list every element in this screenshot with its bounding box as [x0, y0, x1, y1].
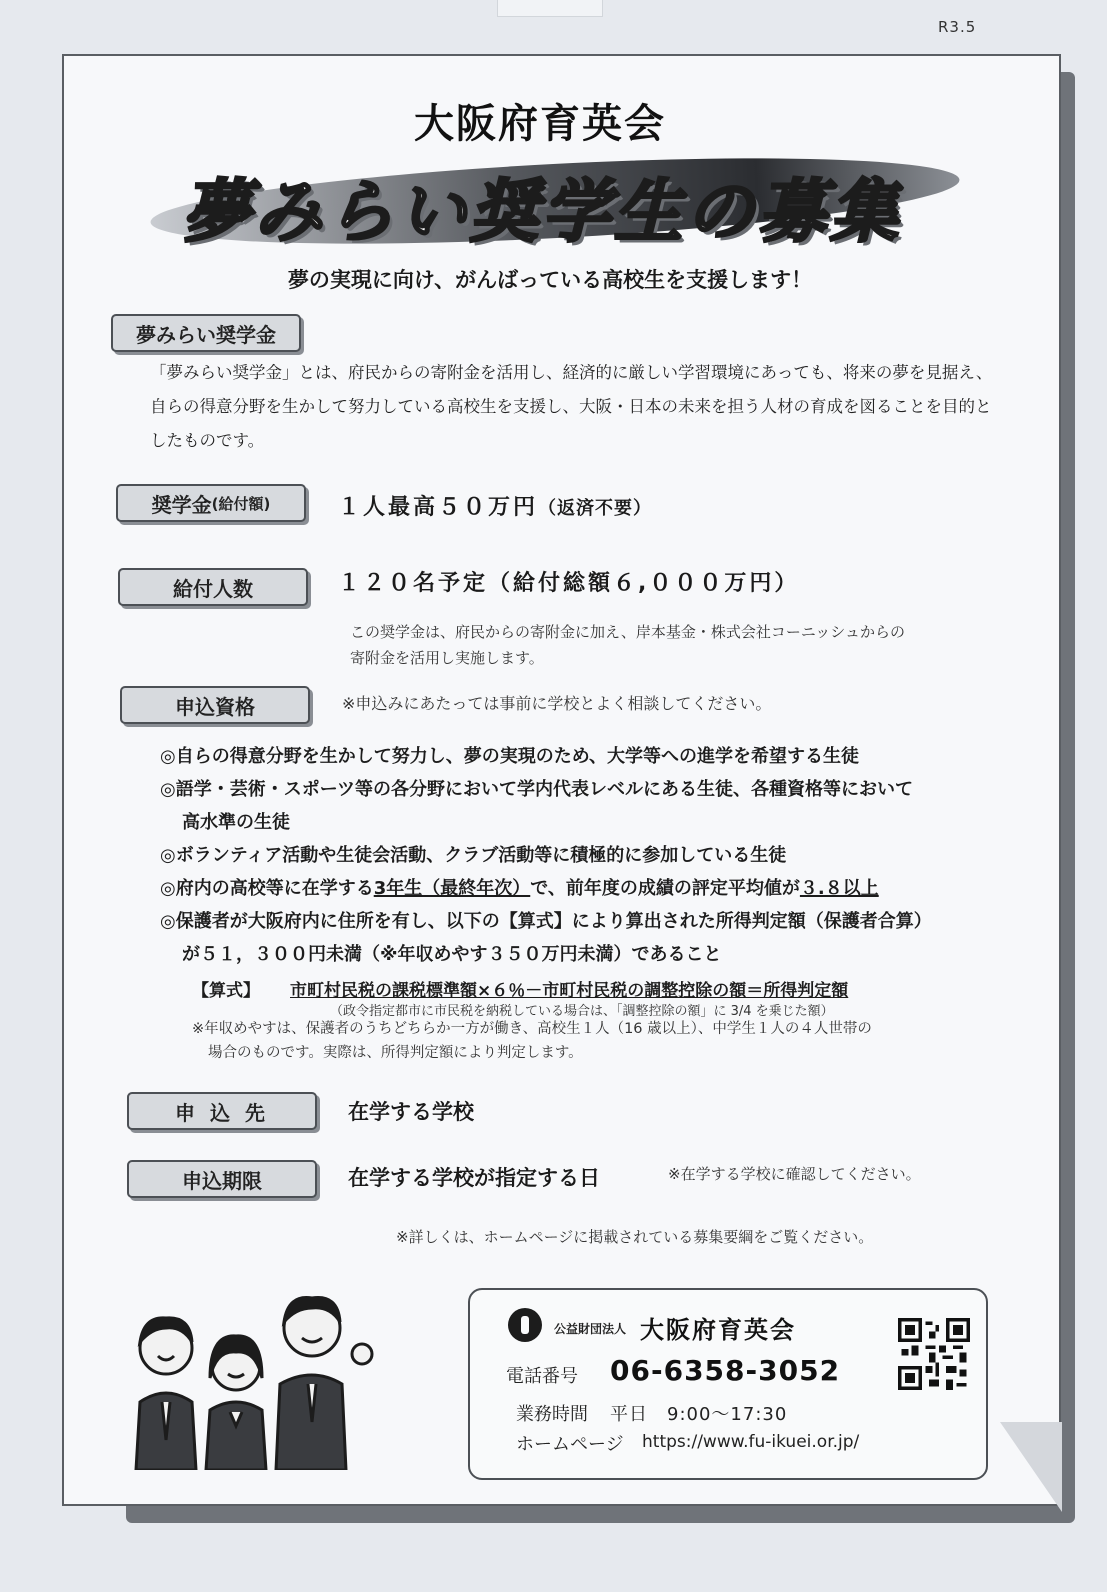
amount-value-main: １人最高５０万円: [338, 495, 539, 520]
qr-code-icon[interactable]: [898, 1318, 970, 1390]
grade-emphasis: 3年生（最終年次）: [373, 878, 531, 899]
formula-label: 【算式】: [192, 981, 260, 1001]
grade-prefix: ◎府内の高校等に在学する: [160, 878, 374, 899]
deadline-note: ※在学する学校に確認してください。: [668, 1165, 921, 1183]
destination-label: 申 込 先: [127, 1092, 317, 1130]
eligibility-item: ◎自らの得意分野を生かして努力し、夢の実現のため、大学等への進学を希望する生徒: [160, 746, 859, 767]
homepage-label: ホームページ: [516, 1434, 624, 1455]
hours-value: 平日 9:00～17:30: [610, 1404, 788, 1425]
contact-box: [468, 1288, 988, 1480]
scholarship-label: 夢みらい奨学金: [111, 314, 301, 352]
tape: [497, 0, 603, 17]
amount-label-main: 奨学金: [151, 492, 212, 517]
eligibility-item: ◎ボランティア活動や生徒会活動、クラブ活動等に積極的に参加している生徒: [160, 845, 787, 866]
contact-org-kind: 公益財団法人: [554, 1322, 627, 1336]
main-title: 夢みらい奨学生の募集: [181, 173, 902, 252]
eligibility-note: ※申込みにあたっては事前に学校とよく相談してください。: [342, 694, 772, 713]
homepage-url[interactable]: https://www.fu-ikuei.or.jp/: [642, 1432, 860, 1452]
details-note: ※詳しくは、ホームページに掲載されている募集要綱をご覧ください。: [396, 1228, 874, 1246]
recipients-note-1: この奨学金は、府民からの寄附金に加え、岸本基金・株式会社コーニッシュからの: [350, 623, 906, 641]
amount-label-sub: (給付額): [211, 494, 271, 513]
student-middle: [206, 1336, 266, 1470]
formula: [192, 976, 848, 1001]
eligibility-item: 高水準の生徒: [182, 812, 290, 833]
eligibility-item: が５１，３００円未満（※年収めやす３５０万円未満）であること: [182, 944, 722, 965]
tel-label: 電話番号: [506, 1366, 578, 1387]
recipients-value: １２０名予定（給付総額６,０００万円）: [338, 571, 800, 596]
deadline-label: 申込期限: [127, 1160, 317, 1198]
recipients-label: 給付人数: [118, 568, 308, 606]
eligibility-list: [160, 740, 1040, 971]
destination-value: 在学する学校: [348, 1100, 474, 1124]
income-note-line: ※年収めやすは、保護者のうちどちらか一方が働き、高校生１人（16 歳以上）、中学生１人の４人世帯の: [192, 1021, 872, 1037]
amount-value-sub: （返済不要）: [538, 498, 653, 519]
hours-label: 業務時間: [516, 1404, 588, 1425]
eligibility-item: ◎語学・芸術・スポーツ等の各分野において学内代表レベルにある生徒、各種資格等において: [160, 779, 913, 800]
eligibility-label: 申込資格: [120, 686, 310, 724]
organization-title: 大阪府育英会: [414, 101, 666, 147]
grade-middle: で、前年度の成績の評定平均値が: [530, 878, 800, 899]
subtitle: 夢の実現に向け、がんばっている高校生を支援します！: [287, 268, 813, 292]
formula-expression: 市町村民税の課税標準額×６％－市町村民税の調整控除の額＝所得判定額: [290, 981, 849, 1001]
student-right: [276, 1298, 372, 1471]
students-illustration: [126, 1290, 386, 1470]
deadline-value: 在学する学校が指定する日: [348, 1166, 600, 1190]
amount-label: [116, 484, 306, 522]
amount-value: [338, 490, 652, 521]
date-code: R3.5: [938, 18, 977, 36]
foundation-logo-icon: [508, 1308, 542, 1342]
contact-org-name: 大阪府育英会: [640, 1316, 796, 1344]
student-left: [136, 1318, 196, 1470]
eligibility-item: ◎保護者が大阪府内に住所を有し、以下の【算式】により算出された所得判定額（保護者合算）: [160, 911, 932, 932]
income-note-line: 場合のものです。実際は、所得判定額により判定します。: [208, 1045, 583, 1061]
recipients-note-2: 寄附金を活用し実施します。: [350, 649, 544, 667]
tel-value[interactable]: 06-6358-3052: [610, 1354, 841, 1387]
formula-note: （政令指定都市に市民税を納税している場合は、「調整控除の額」に 3/4 を乗じた額）: [330, 1004, 834, 1019]
page-curl: [1000, 1422, 1062, 1512]
grade-score: ３.８以上: [799, 878, 879, 899]
scholarship-description: 「夢みらい奨学金」とは、府民からの寄附金を活用し、経済的に厳しい学習環境にあっても、将来の夢を見据え、自らの得意分野を生かして努力している高校生を支援し、大阪・日本の未来を担う人材の育成を図ることを目的としたものです。: [150, 363, 993, 450]
eligibility-item-grade: [160, 872, 1040, 905]
income-note: [192, 1017, 982, 1065]
